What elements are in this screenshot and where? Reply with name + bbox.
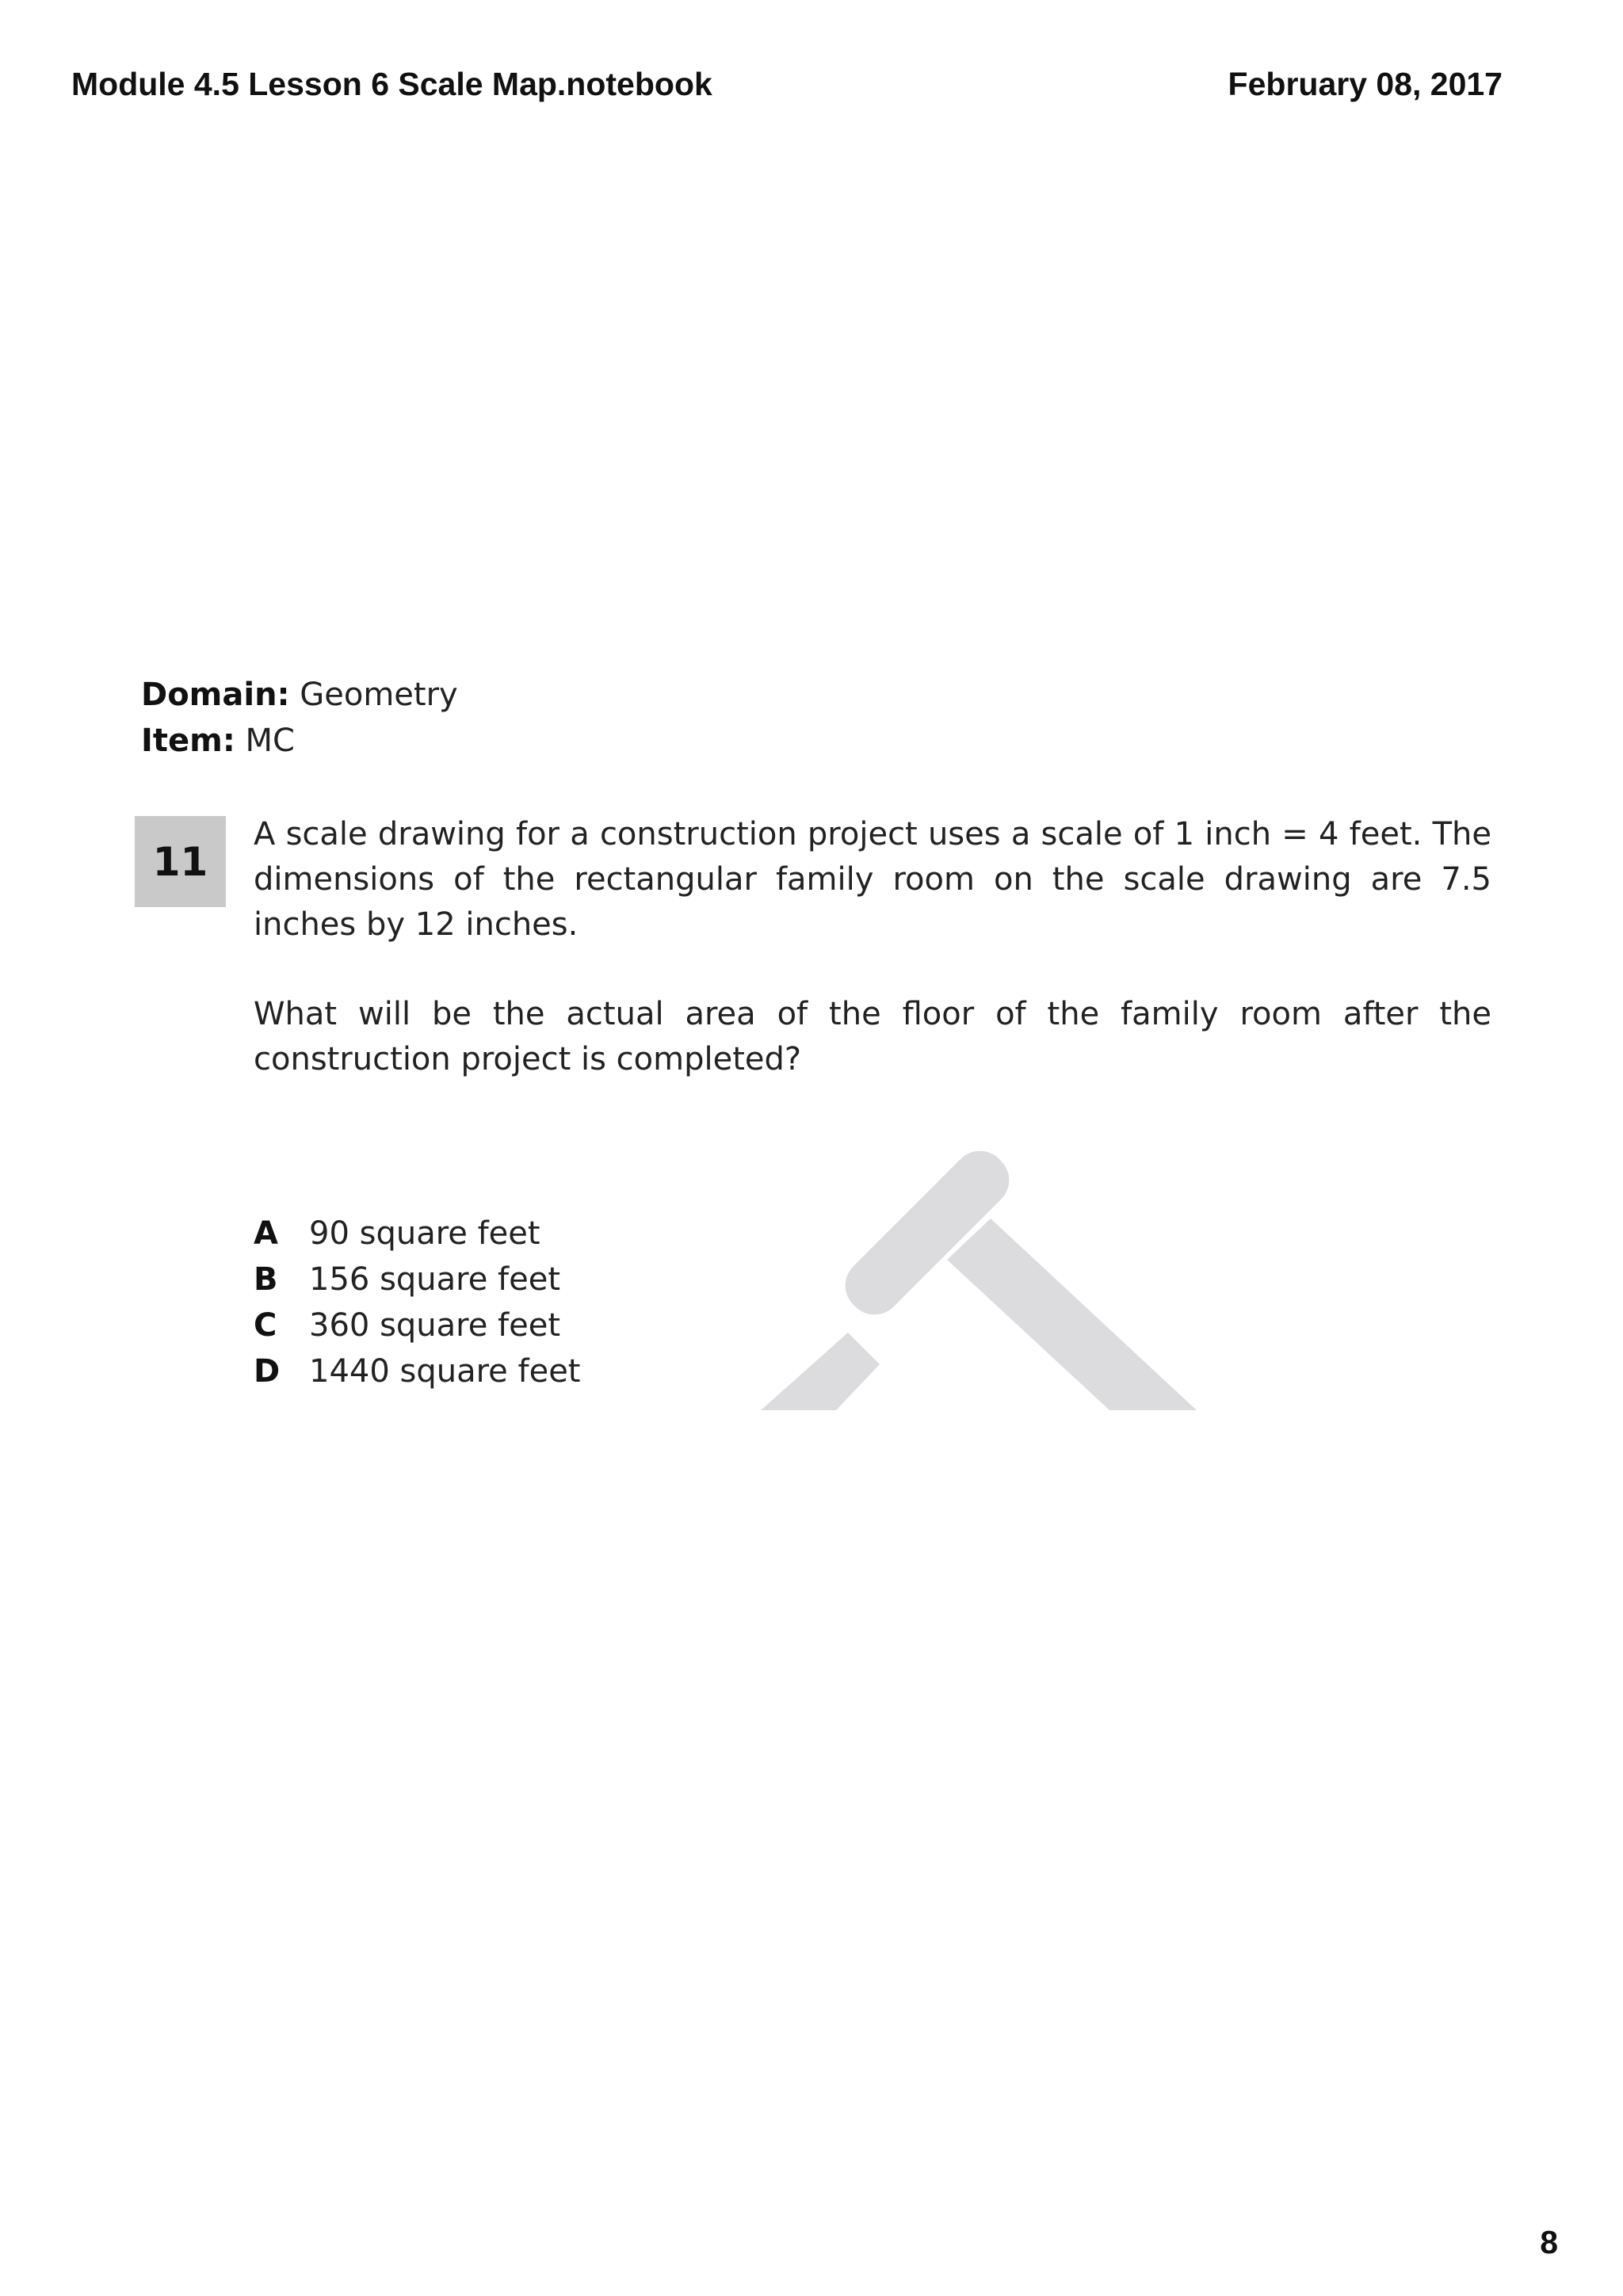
question-paragraph-1: A scale drawing for a construction project uses a scale of 1 inch = 4 feet. The dimensions of the rectangular family room on the scale drawing are 7.5 inches by 12 inches.	[254, 816, 1491, 943]
question-meta	[141, 672, 458, 764]
option-b[interactable]	[254, 1257, 580, 1302]
option-b-text: 156 square feet	[309, 1261, 561, 1298]
hammer-watermark-icon	[761, 1125, 1205, 1410]
page-number: 8	[1540, 2224, 1558, 2260]
option-a[interactable]	[254, 1211, 580, 1257]
question-paragraph-2: What will be the actual area of the floor of the family room after the construction project is completed?	[254, 996, 1491, 1077]
domain-label: Domain:	[141, 677, 290, 713]
option-d[interactable]	[254, 1348, 580, 1394]
option-c[interactable]	[254, 1302, 580, 1348]
domain-line	[141, 672, 458, 718]
hammer-handle-shape	[947, 1219, 1197, 1410]
answer-options	[254, 1211, 580, 1394]
option-d-text: 1440 square feet	[309, 1353, 581, 1390]
option-d-letter: D	[254, 1353, 281, 1390]
item-label: Item:	[141, 723, 235, 759]
option-a-text: 90 square feet	[309, 1215, 540, 1252]
notebook-title: Module 4.5 Lesson 6 Scale Map.notebook	[71, 66, 712, 102]
notebook-date: February 08, 2017	[1228, 66, 1503, 102]
domain-value: Geometry	[300, 677, 458, 713]
option-b-letter: B	[254, 1261, 278, 1298]
item-line	[141, 718, 458, 764]
question-number-badge: 11	[135, 816, 226, 907]
handle-fragment-shape	[761, 1333, 880, 1410]
item-value: MC	[245, 723, 295, 759]
option-c-letter: C	[254, 1307, 277, 1344]
option-c-text: 360 square feet	[309, 1307, 561, 1344]
option-a-letter: A	[254, 1215, 278, 1252]
